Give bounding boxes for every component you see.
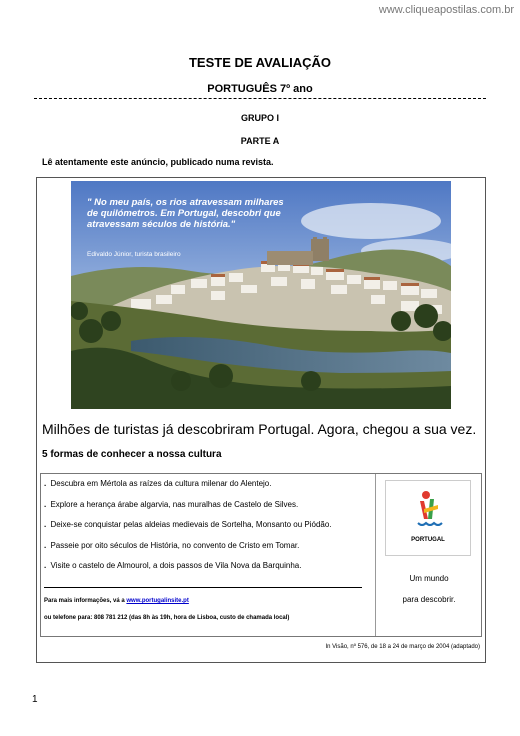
list-item: . Passeie por oito séculos de História, no convento de Cristo em Tomar. [44,540,300,550]
tips-list [44,479,374,582]
info-text: Para mais informações, vá a www.portugalinsite.pt [44,598,189,604]
list-item: . Deixe-se conquistar pelas aldeias medievais de Sortelha, Monsanto ou Piódão. [44,520,332,529]
website-link[interactable]: www.portugalinsite.pt [126,598,189,604]
site-watermark: www.cliqueapostilas.com.br [378,4,514,16]
group-heading: GRUPO I [240,113,279,123]
mertola-photo [71,181,451,409]
dashed-divider [34,98,486,99]
separator-line [44,587,362,588]
bullet-dot: . [44,540,47,550]
list-item: . Explore a herança árabe algarvia, nas muralhas de Castelo de Silves. [44,499,299,509]
bullet-dot: . [44,479,47,488]
ad-headline: Milhões de turistas já descobriram Portugal. Agora, chegou a sua vez. [42,421,477,437]
portugal-logo [385,480,471,556]
logo-text: PORTUGAL [411,537,445,543]
list-item: . Visite o castelo de Almourol, a dois passos de Vila Nova da Barquinha. [44,561,302,570]
tagline-line-1: Um mundo [409,574,449,583]
ad-subheading: 5 formas de conhecer a nossa cultura [42,449,222,460]
vertical-divider [375,474,376,636]
portugal-logo-icon [386,481,472,537]
bullet-dot: . [44,561,47,570]
tagline-line-2: para descobrir. [402,595,456,604]
bullet-dot: . [44,499,47,509]
subject-title: PORTUGUÊS 7º ano [207,83,313,95]
instruction-text: Lê atentamente este anúncio, publicado numa revista. [42,157,274,167]
source-citation: In Visão, nº 576, de 18 a 24 de março de 2004 (adaptado) [325,644,480,650]
list-item: . Descubra em Mértola as raízes da cultura milenar do Alentejo. [44,479,272,488]
bullet-dot: . [44,520,47,529]
quote-author: Edivaldo Júnior, turista brasileiro [87,251,181,258]
part-heading: PARTE A [240,136,280,146]
test-title: TESTE DE AVALIAÇÃO [188,55,332,70]
ad-details-box [40,473,482,637]
photo-quote: " No meu país, os rios atravessam milhares de quilómetros. Em Portugal, descobri que atravessam séculos de história." [87,197,284,230]
advertisement-box [36,177,486,663]
phone-text: ou telefone para: 808 781 212 (das 8h às 19h, hora de Lisboa, custo de chamada local) [44,615,290,621]
page-number: 1 [32,694,38,705]
